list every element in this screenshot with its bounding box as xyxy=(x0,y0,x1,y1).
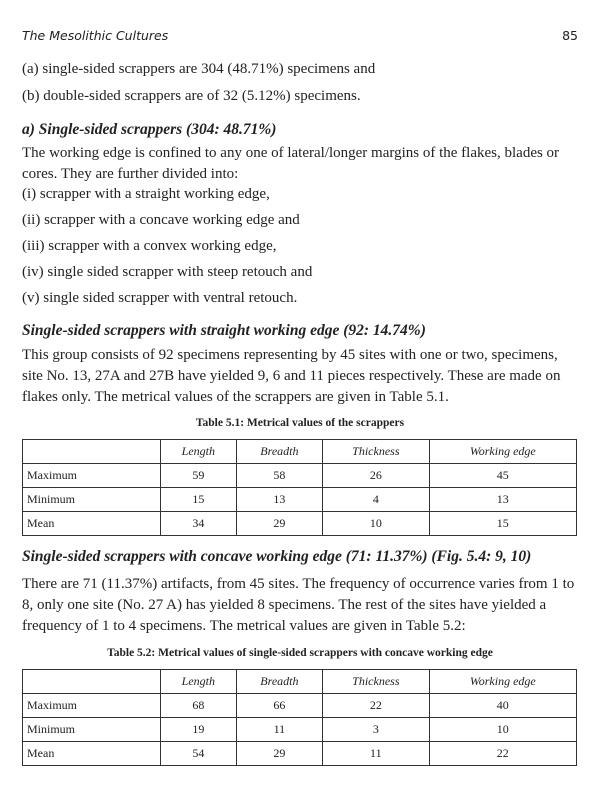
table-row xyxy=(23,742,577,766)
list-item-iv: (iv) single sided scrapper with steep retouch and xyxy=(22,264,313,280)
table-cell: 26 xyxy=(323,464,429,488)
table-header-cell xyxy=(23,440,161,464)
list-item-iii: (iii) scrapper with a convex working edge, xyxy=(22,238,277,254)
single-sided-paragraph: The working edge is confined to any one of lateral/longer margins of the flakes, blades or cores. They are further divided into: xyxy=(22,145,560,182)
table-header-cell: Length xyxy=(161,670,237,694)
row-label: Minimum xyxy=(23,488,161,512)
table-cell: 40 xyxy=(429,694,576,718)
table-5-2-caption: Table 5.2: Metrical values of single-sided scrappers with concave working edge xyxy=(107,647,493,659)
table-cell: 4 xyxy=(323,488,429,512)
table-header-row xyxy=(23,670,577,694)
table-cell: 22 xyxy=(323,694,429,718)
table-cell: 13 xyxy=(429,488,576,512)
row-label: Mean xyxy=(23,742,161,766)
concave-paragraph: There are 71 (11.37%) artifacts, from 45 sites. The frequency of occurrence varies from 1 to 8, only one site (No. 27 A) has yielded 8 specimens. The rest of the sites have yielded a frequency of 1 to 4 specimens. The metrical values are given in Table 5.2: xyxy=(22,576,575,634)
list-item-v: (v) single sided scrapper with ventral retouch. xyxy=(22,290,298,306)
table-cell: 34 xyxy=(161,512,237,536)
intro-item-b: (b) double-sided scrappers are of 32 (5.12%) specimens. xyxy=(22,88,361,104)
list-item-ii: (ii) scrapper with a concave working edge and xyxy=(22,212,300,228)
table-cell: 11 xyxy=(323,742,429,766)
table-header-cell: Breadth xyxy=(236,670,322,694)
table-cell: 11 xyxy=(236,718,322,742)
table-header-cell: Length xyxy=(161,440,237,464)
straight-paragraph: This group consists of 92 specimens representing by 45 sites with one or two, specimens, site No. 13, 27A and 27B have yielded 9, 6 and 11 pieces respectively. These are made on flakes only. The metrical values of the scrappers are given in Table 5.1. xyxy=(22,347,561,405)
chapter-title: The Mesolithic Cultures xyxy=(22,28,169,43)
section-heading-concave: Single-sided scrappers with concave working edge (71: 11.37%) (Fig. 5.4: 9, 10) xyxy=(22,548,532,565)
table-header-cell xyxy=(23,670,161,694)
section-heading-straight: Single-sided scrappers with straight working edge (92: 14.74%) xyxy=(22,322,426,339)
table-header-row xyxy=(23,440,577,464)
table-header-cell: Breadth xyxy=(236,440,322,464)
table-5-2 xyxy=(22,669,577,766)
section-heading-single-sided: a) Single-sided scrappers (304: 48.71%) xyxy=(22,121,277,138)
table-header-cell: Working edge xyxy=(429,670,576,694)
list-item-i: (i) scrapper with a straight working edge, xyxy=(22,186,270,202)
running-head xyxy=(22,28,578,46)
table-cell: 15 xyxy=(161,488,237,512)
row-label: Maximum xyxy=(23,464,161,488)
table-cell: 13 xyxy=(236,488,322,512)
table-cell: 15 xyxy=(429,512,576,536)
table-cell: 29 xyxy=(236,512,322,536)
table-cell: 10 xyxy=(323,512,429,536)
table-header-cell: Working edge xyxy=(429,440,576,464)
table-row xyxy=(23,718,577,742)
table-header-cell: Thickness xyxy=(323,440,429,464)
table-5-1-caption: Table 5.1: Metrical values of the scrappers xyxy=(195,417,405,429)
table-cell: 58 xyxy=(236,464,322,488)
table-cell: 22 xyxy=(429,742,576,766)
table-5-1 xyxy=(22,439,577,536)
table-cell: 54 xyxy=(161,742,237,766)
table-cell: 29 xyxy=(236,742,322,766)
intro-item-a: (a) single-sided scrappers are 304 (48.71%) specimens and xyxy=(22,61,376,77)
table-cell: 19 xyxy=(161,718,237,742)
table-header-cell: Thickness xyxy=(323,670,429,694)
table-row xyxy=(23,694,577,718)
table-row xyxy=(23,464,577,488)
table-cell: 68 xyxy=(161,694,237,718)
table-cell: 10 xyxy=(429,718,576,742)
table-cell: 59 xyxy=(161,464,237,488)
table-row xyxy=(23,512,577,536)
table-cell: 3 xyxy=(323,718,429,742)
row-label: Maximum xyxy=(23,694,161,718)
table-cell: 45 xyxy=(429,464,576,488)
row-label: Mean xyxy=(23,512,161,536)
page-number: 85 xyxy=(562,28,578,43)
table-row xyxy=(23,488,577,512)
row-label: Minimum xyxy=(23,718,161,742)
table-cell: 66 xyxy=(236,694,322,718)
